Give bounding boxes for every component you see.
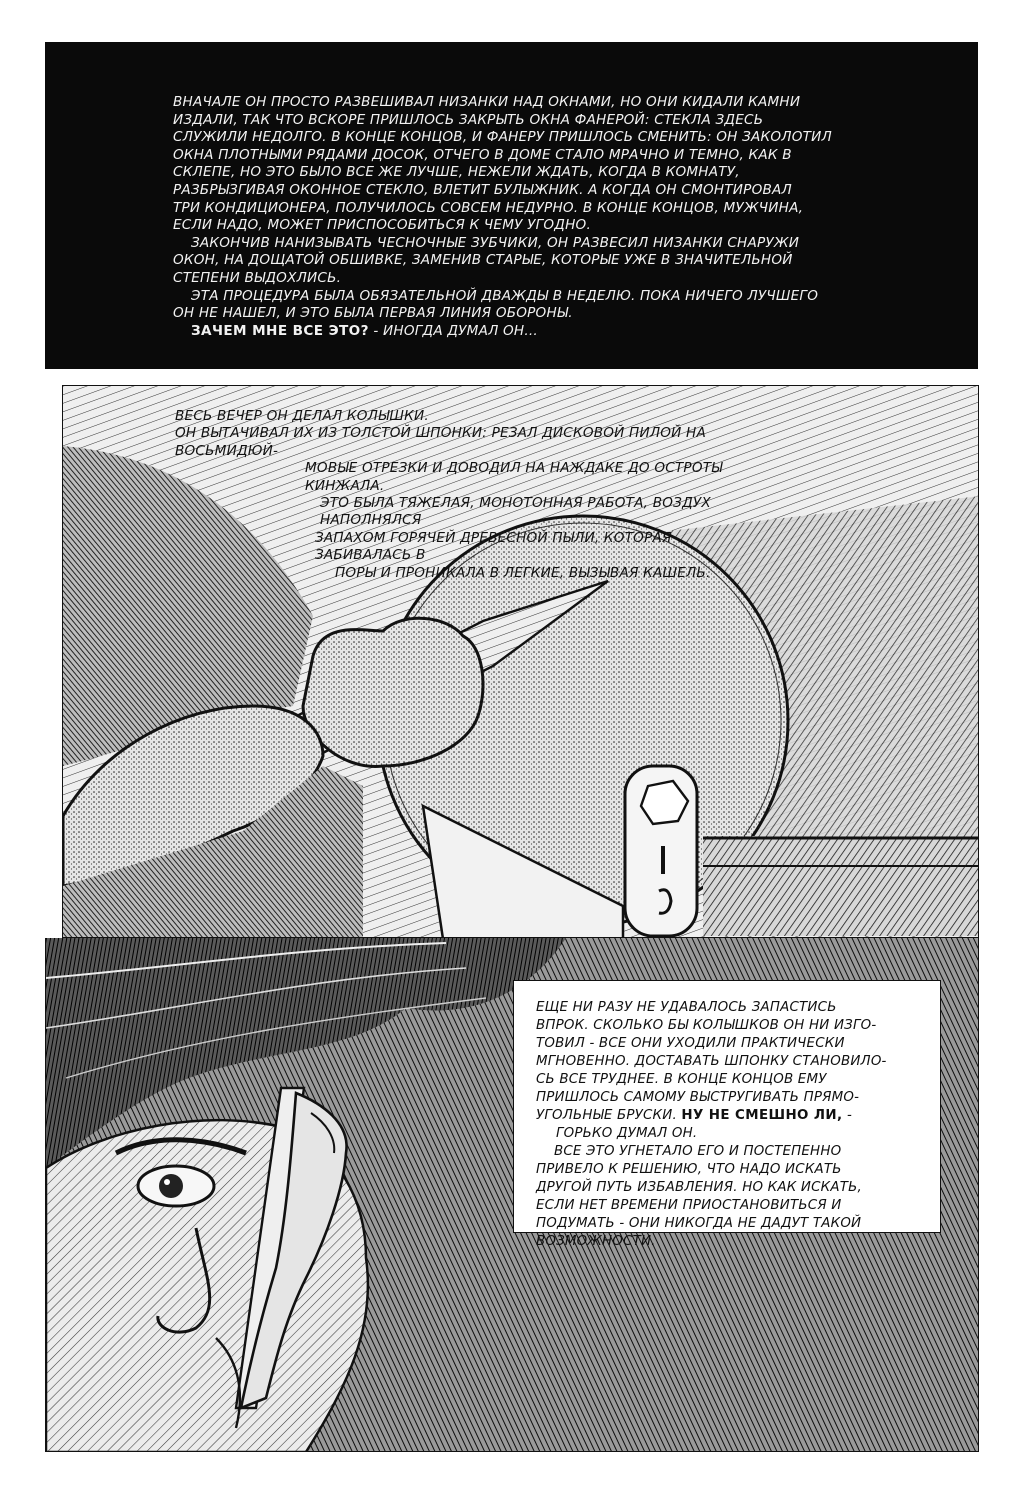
face-caption-line: ВПРОК. СКОЛЬКО БЫ КОЛЫШКОВ ОН НИ ИЗГО- (536, 1018, 877, 1033)
face-caption-line: ПОДУМАТЬ - ОНИ НИКОГДА НЕ ДАДУТ ТАКОЙ (536, 1216, 862, 1231)
grinding-caption (175, 408, 735, 582)
face-caption-line: ПРИШЛОСЬ САМОМУ ВЫСТРУГИВАТЬ ПРЯМО- (536, 1090, 860, 1105)
top-caption-line: ОН НЕ НАШЕЛ, И ЭТО БЫЛА ПЕРВАЯ ЛИНИЯ ОБОРОНЫ. (173, 305, 573, 322)
top-caption-line: ЕСЛИ НАДО, МОЖЕТ ПРИСПОСОБИТЬСЯ К ЧЕМУ УГОДНО. (173, 217, 591, 234)
top-caption-line: ОКНА ПЛОТНЫМИ РЯДАМИ ДОСОК, ОТЧЕГО В ДОМЕ СТАЛО МРАЧНО И ТЕМНО, КАК В (173, 146, 792, 163)
face-caption-line: ДРУГОЙ ПУТЬ ИЗБАВЛЕНИЯ. НО КАК ИСКАТЬ, (536, 1180, 862, 1195)
face-caption-line: МГНОВЕННО. ДОСТАВАТЬ ШПОНКУ СТАНОВИЛО- (536, 1054, 887, 1069)
grinding-caption-line: МОВЫЕ ОТРЕЗКИ И ДОВОДИЛ НА НАЖДАКЕ ДО ОСТРОТЫ КИНЖАЛА. (305, 460, 723, 494)
top-caption-line: СТЕПЕНИ ВЫДОХЛИСЬ. (173, 269, 342, 286)
top-caption-line: ВНАЧАЛЕ ОН ПРОСТО РАЗВЕШИВАЛ НИЗАНКИ НАД ОКНАМИ, НО ОНИ КИДАЛИ КАМНИ (173, 94, 801, 110)
top-caption-line: ИЗДАЛИ, ТАК ЧТО ВСКОРЕ ПРИШЛОСЬ ЗАКРЫТЬ ОКНА ФАНЕРОЙ: СТЕКЛА ЗДЕСЬ (173, 111, 764, 128)
face-caption-line (536, 1107, 922, 1125)
top-caption-panel (45, 42, 978, 369)
top-caption-line: ОКОН, НА ДОЩАТОЙ ОБШИВКЕ, ЗАМЕНИВ СТАРЫЕ, КОТОРЫЕ УЖЕ В ЗНАЧИТЕЛЬНОЙ (173, 252, 793, 269)
grinding-caption-line: ВЕСЬ ВЕЧЕР ОН ДЕЛАЛ КОЛЫШКИ. (175, 408, 429, 424)
face-caption-emphasis-tail: - (842, 1108, 853, 1123)
top-caption-line: ЭТА ПРОЦЕДУРА БЫЛА ОБЯЗАТЕЛЬНОЙ ДВАЖДЫ В НЕДЕЛЮ. ПОКА НИЧЕГО ЛУЧШЕГО (191, 287, 819, 304)
face-caption-line: ВОЗМОЖНОСТИ. (536, 1234, 656, 1249)
top-caption-emphasis-tail: - ИНОГДА ДУМАЛ ОН... (368, 322, 538, 339)
face-caption-line: ТОВИЛ - ВСЕ ОНИ УХОДИЛИ ПРАКТИЧЕСКИ (536, 1036, 845, 1051)
top-caption-thought (173, 323, 873, 341)
face-caption-line: ГОРЬКО ДУМАЛ ОН. (556, 1126, 698, 1141)
top-caption-line: ЗАКОНЧИВ НАНИЗЫВАТЬ ЧЕСНОЧНЫЕ ЗУБЧИКИ, ОН РАЗВЕСИЛ НИЗАНКИ СНАРУЖИ (191, 234, 800, 251)
top-caption-line: СЛУЖИЛИ НЕДОЛГО. В КОНЦЕ КОНЦОВ, И ФАНЕРУ ПРИШЛОСЬ СМЕНИТЬ: ОН ЗАКОЛОТИЛ (173, 129, 832, 146)
workbench (703, 836, 979, 936)
face-caption-emphasis: НУ НЕ СМЕШНО ЛИ, (681, 1108, 843, 1123)
grinding-caption-line: ПОРЫ И ПРОНИКАЛА В ЛЕГКИЕ, ВЫЗЫВАЯ КАШЕЛЬ. (335, 564, 711, 581)
grinding-caption-line: ЭТО БЫЛА ТЯЖЕЛАЯ, МОНОТОННАЯ РАБОТА, ВОЗДУХ НАПОЛНЯЛСЯ (320, 495, 711, 529)
face-caption-line: ЕСЛИ НЕТ ВРЕМЕНИ ПРИОСТАНОВИТЬСЯ И (536, 1198, 842, 1213)
top-caption-line: СКЛЕПЕ, НО ЭТО БЫЛО ВСЕ ЖЕ ЛУЧШЕ, НЕЖЕЛИ ЖДАТЬ, КОГДА В КОМНАТУ, (173, 164, 740, 181)
face-caption-line: ЕЩЕ НИ РАЗУ НЕ УДАВАЛОСЬ ЗАПАСТИСЬ (536, 1000, 837, 1015)
grinding-caption-line: ОН ВЫТАЧИВАЛ ИХ ИЗ ТОЛСТОЙ ШПОНКИ: РЕЗАЛ ДИСКОВОЙ ПИЛОЙ НА ВОСЬМИДЮЙ- (175, 425, 706, 459)
face-caption-line: ПРИВЕЛО К РЕШЕНИЮ, ЧТО НАДО ИСКАТЬ (536, 1162, 842, 1177)
face-caption-line: СЬ ВСЕ ТРУДНЕЕ. В КОНЦЕ КОНЦОВ ЕМУ (536, 1072, 827, 1087)
top-caption-text (173, 94, 873, 340)
fist (303, 618, 483, 766)
face-caption-line: ВСЕ ЭТО УГНЕТАЛО ЕГО И ПОСТЕПЕННО (554, 1144, 842, 1159)
face-caption-box (513, 980, 941, 1249)
top-caption-line: РАЗБРЫЗГИВАЯ ОКОННОЕ СТЕКЛО, ВЛЕТИТ БУЛЫЖНИК. А КОГДА ОН СМОНТИРОВАЛ (173, 181, 792, 198)
face-caption-inline: УГОЛЬНЫЕ БРУСКИ. (536, 1108, 677, 1123)
grinding-caption-line: ЗАПАХОМ ГОРЯЧЕЙ ДРЕВЕСНОЙ ПЫЛИ, КОТОРАЯ ЗАБИВАЛАСЬ В (315, 529, 672, 564)
top-caption-emphasis: ЗАЧЕМ МНЕ ВСЕ ЭТО? (191, 322, 369, 339)
top-caption-line: ТРИ КОНДИЦИОНЕРА, ПОЛУЧИЛОСЬ СОВСЕМ НЕДУРНО. В КОНЦЕ КОНЦОВ, МУЖЧИНА, (173, 199, 804, 216)
